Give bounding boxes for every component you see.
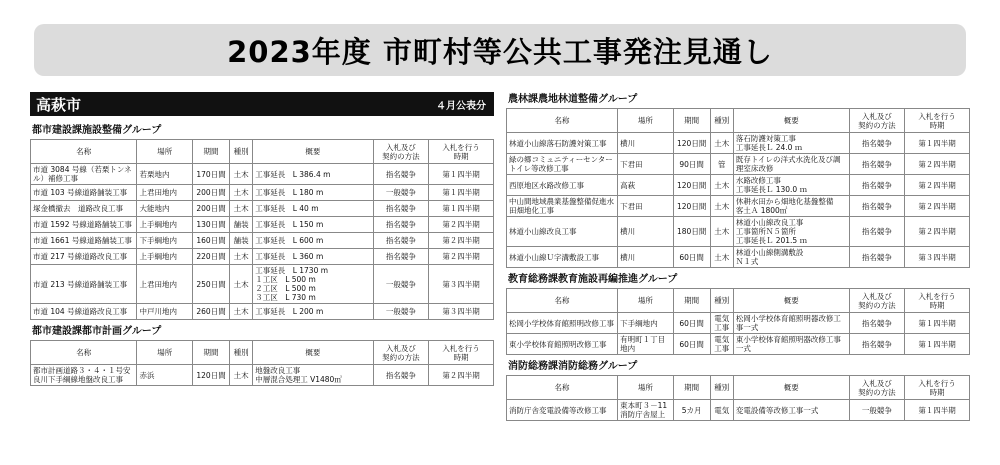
column-header-location: 場所 [137, 341, 193, 365]
cell-name: 市道 103 号線道路舗装工事 [31, 185, 137, 201]
cell-summary: 林道小山線改良工事 工事箇所Ｎ５箇所 工事延長Ｌ 201.5 ｍ [733, 217, 849, 247]
column-header-name: 名称 [507, 109, 618, 133]
column-header-period: 期間 [193, 140, 230, 164]
cell-location: 下君田 [618, 196, 674, 217]
column-header-location: 場所 [618, 109, 674, 133]
cell-type: 土木 [230, 304, 253, 320]
cell-location: 横川 [618, 133, 674, 154]
column-header-location: 場所 [618, 376, 674, 400]
column-header-timing: 入札を行う 時期 [905, 109, 970, 133]
cell-method: 一般競争 [373, 185, 429, 201]
cell-method: 指名競争 [373, 164, 429, 185]
cell-type: 土木 [710, 175, 733, 196]
cell-period: 60日間 [673, 247, 710, 268]
column-header-method: 入札及び 契約の方法 [373, 140, 429, 164]
cell-summary: 工事延長 L 386.4 m [253, 164, 373, 185]
cell-type: 電気工事 [710, 334, 733, 355]
cell-period: 90日間 [673, 154, 710, 175]
column-header-method: 入札及び 契約の方法 [373, 341, 429, 365]
column-header-type: 種別 [710, 289, 733, 313]
cell-type: 土木 [710, 217, 733, 247]
cell-timing: 第２四半期 [905, 154, 970, 175]
cell-name: 市道 213 号線道路舗装工事 [31, 265, 137, 304]
group-title: 消防総務課消防総務グループ [508, 361, 638, 372]
column-header-summary: 概要 [733, 289, 849, 313]
column-header-name: 名称 [31, 140, 137, 164]
cell-timing: 第２四半期 [905, 217, 970, 247]
cell-timing: 第２四半期 [905, 196, 970, 217]
cell-timing: 第２四半期 [905, 175, 970, 196]
table-row [507, 154, 970, 175]
cell-type: 土木 [230, 164, 253, 185]
table-row [31, 249, 494, 265]
cell-timing: 第１四半期 [905, 313, 970, 334]
left-groups [30, 124, 494, 390]
cell-period: 60日間 [673, 334, 710, 355]
column-header-period: 期間 [193, 341, 230, 365]
column-header-method: 入札及び 契約の方法 [849, 376, 905, 400]
table-row [31, 217, 494, 233]
cell-method: 指名競争 [373, 249, 429, 265]
cell-timing: 第１四半期 [429, 164, 494, 185]
table-header-row [31, 341, 494, 365]
column-header-method: 入札及び 契約の方法 [849, 109, 905, 133]
cell-summary: 変電設備等改修工事一式 [733, 400, 849, 421]
column-header-timing: 入札を行う 時期 [429, 140, 494, 164]
group-title: 都市建設課都市計画グループ [32, 326, 162, 337]
cell-period: 60日間 [673, 313, 710, 334]
page-title: 2023年度 市町村等公共工事発注見通し [227, 34, 773, 69]
cell-summary: 休耕水田から畑地化基盤整備 客土Ａ 1800㎡ [733, 196, 849, 217]
cell-method: 指名競争 [849, 247, 905, 268]
cell-type: 土木 [230, 185, 253, 201]
cell-type: 土木 [710, 133, 733, 154]
title-banner [34, 24, 966, 76]
cell-timing: 第２四半期 [429, 217, 494, 233]
cell-method: 一般競争 [849, 400, 905, 421]
cell-summary: 水路改修工事 工事延長Ｌ 130.0 ｍ [733, 175, 849, 196]
cell-location: 若栗地内 [137, 164, 193, 185]
group-title: 都市建設課施設整備グループ [32, 125, 162, 136]
cell-type: 管 [710, 154, 733, 175]
cell-name: 林道小山線落石防護対策工事 [507, 133, 618, 154]
column-header-timing: 入札を行う 時期 [429, 341, 494, 365]
cell-type: 土木 [710, 196, 733, 217]
cell-name: 中山間地域農業基盤整備促進水田畑地化工事 [507, 196, 618, 217]
cell-summary: 林道小山線側溝敷設 Ｎ１式 [733, 247, 849, 268]
cell-summary: 地盤改良工事 中層混合処理工 V1480㎥ [253, 365, 373, 386]
column-header-name: 名称 [507, 376, 618, 400]
column-header-name: 名称 [31, 341, 137, 365]
table-row [507, 334, 970, 355]
table-header-row [507, 109, 970, 133]
cell-name: 市道 217 号線道路改良工事 [31, 249, 137, 265]
table-row [31, 365, 494, 386]
column-header-period: 期間 [673, 109, 710, 133]
column-header-period: 期間 [673, 289, 710, 313]
cell-period: 120日間 [673, 175, 710, 196]
cell-name: 市道 104 号線道路改良工事 [31, 304, 137, 320]
cell-summary: 落石防護対策工事 工事延長Ｌ 24.0 ｍ [733, 133, 849, 154]
cell-name: 林道小山線Ｕ字溝敷設工事 [507, 247, 618, 268]
cell-method: 指名競争 [373, 201, 429, 217]
table-row [507, 175, 970, 196]
cell-timing: 第１四半期 [905, 400, 970, 421]
cell-timing: 第２四半期 [429, 233, 494, 249]
cell-location: 下手綱地内 [137, 233, 193, 249]
cell-method: 指名競争 [849, 334, 905, 355]
table-header-row [507, 376, 970, 400]
column-header-period: 期間 [673, 376, 710, 400]
column-header-method: 入札及び 契約の方法 [849, 289, 905, 313]
cell-summary: 工事延長 L 200 m [253, 304, 373, 320]
cell-location: 大能地内 [137, 201, 193, 217]
table-row [31, 304, 494, 320]
cell-summary: 工事延長 L 180 m [253, 185, 373, 201]
column-header-location: 場所 [618, 289, 674, 313]
cell-name: 塚金橋撤去 道路改良工事 [31, 201, 137, 217]
column-header-summary: 概要 [733, 109, 849, 133]
cell-timing: 第３四半期 [429, 304, 494, 320]
cell-location: 横川 [618, 217, 674, 247]
cell-period: 200日間 [193, 185, 230, 201]
cell-summary: 既存トイレの洋式水洗化及び調理室床改修 [733, 154, 849, 175]
project-table [30, 340, 494, 386]
cell-location: 横川 [618, 247, 674, 268]
cell-type: 土木 [230, 249, 253, 265]
column-header-timing: 入札を行う 時期 [905, 376, 970, 400]
column-header-summary: 概要 [253, 341, 373, 365]
cell-summary: 工事延長 L 360 m [253, 249, 373, 265]
table-header-row [31, 140, 494, 164]
column-header-name: 名称 [507, 289, 618, 313]
cell-timing: 第１四半期 [905, 133, 970, 154]
column-header-summary: 概要 [733, 376, 849, 400]
cell-location: 上手綱地内 [137, 249, 193, 265]
cell-name: 松岡小学校体育館照明改修工事 [507, 313, 618, 334]
column-header-timing: 入札を行う 時期 [905, 289, 970, 313]
cell-timing: 第３四半期 [429, 265, 494, 304]
column-header-summary: 概要 [253, 140, 373, 164]
cell-period: 170日間 [193, 164, 230, 185]
table-row [31, 164, 494, 185]
cell-period: 120日間 [193, 365, 230, 386]
cell-timing: 第３四半期 [905, 247, 970, 268]
cell-name: 林道小山線改良工事 [507, 217, 618, 247]
cell-location: 上君田地内 [137, 265, 193, 304]
cell-location: 下手綱地内 [618, 313, 674, 334]
cell-timing: 第２四半期 [429, 365, 494, 386]
cell-location: 赤浜 [137, 365, 193, 386]
cell-summary: 工事延長 L 600 m [253, 233, 373, 249]
cell-period: 250日間 [193, 265, 230, 304]
cell-location: 下君田 [618, 154, 674, 175]
cell-name: 緑の郷コミュニティーセンタートイレ等改修工事 [507, 154, 618, 175]
cell-name: 市道 1661 号線道路舗装工事 [31, 233, 137, 249]
group-title: 教育総務課教育施設再編推進グループ [508, 274, 678, 285]
group-title: 農林課農地林道整備グループ [508, 94, 638, 105]
cell-period: 130日間 [193, 217, 230, 233]
table-header-row [507, 289, 970, 313]
cell-location: 上手綱地内 [137, 217, 193, 233]
cell-type: 土木 [230, 265, 253, 304]
project-table [506, 288, 970, 355]
cell-name: 都市計画道路３・４・１号安良川下手綱線地盤改良工事 [31, 365, 137, 386]
cell-method: 指名競争 [849, 133, 905, 154]
cell-name: 市道 1592 号線道路舗装工事 [31, 217, 137, 233]
cell-period: 200日間 [193, 201, 230, 217]
cell-type: 舗装 [230, 217, 253, 233]
cell-method: 指名競争 [849, 217, 905, 247]
cell-period: 180日間 [673, 217, 710, 247]
project-table [506, 108, 970, 268]
cell-summary: 工事延長 L 150 m [253, 217, 373, 233]
cell-timing: 第１四半期 [429, 201, 494, 217]
cell-summary: 松岡小学校体育館照明器改修工事一式 [733, 313, 849, 334]
cell-type: 舗装 [230, 233, 253, 249]
cell-location: 東本町３－11 消防庁舎屋上 [618, 400, 674, 421]
cell-method: 指名競争 [849, 196, 905, 217]
table-row [507, 217, 970, 247]
cell-method: 指名競争 [849, 154, 905, 175]
table-row [31, 201, 494, 217]
table-row [507, 400, 970, 421]
table-row [31, 233, 494, 249]
cell-type: 土木 [230, 365, 253, 386]
cell-name: 西原地区水路改修工事 [507, 175, 618, 196]
cell-method: 指名競争 [373, 217, 429, 233]
cell-name: 東小学校体育館照明改修工事 [507, 334, 618, 355]
city-name: 高萩市 [36, 95, 82, 114]
cell-period: 160日間 [193, 233, 230, 249]
table-row [507, 247, 970, 268]
cell-type: 土木 [230, 201, 253, 217]
cell-method: 指名競争 [373, 365, 429, 386]
cell-name: 消防庁舎変電設備等改修工事 [507, 400, 618, 421]
left-column [30, 92, 494, 390]
cell-period: 120日間 [673, 196, 710, 217]
cell-summary: 工事延長 L 40 m [253, 201, 373, 217]
cell-period: 120日間 [673, 133, 710, 154]
column-header-type: 種別 [710, 109, 733, 133]
cell-type: 電気工事 [710, 313, 733, 334]
cell-period: 260日間 [193, 304, 230, 320]
cell-name: 市道 3084 号線（若栗トンネル）補修工事 [31, 164, 137, 185]
cell-timing: 第１四半期 [429, 185, 494, 201]
cell-method: 一般競争 [373, 304, 429, 320]
table-row [507, 196, 970, 217]
cell-location: 有明町１丁目地内 [618, 334, 674, 355]
cell-type: 電気 [710, 400, 733, 421]
column-header-location: 場所 [137, 140, 193, 164]
cell-summary: 東小学校体育館照明器改修工事 一式 [733, 334, 849, 355]
cell-summary: 工事延長 L 1730 m １工区 L 500 m ２工区 L 500 m ３工区 L 730 m [253, 265, 373, 304]
cell-timing: 第２四半期 [429, 249, 494, 265]
cell-method: 指名競争 [849, 313, 905, 334]
city-header [30, 92, 494, 116]
project-table [506, 375, 970, 421]
table-row [31, 185, 494, 201]
cell-period: 220日間 [193, 249, 230, 265]
cell-method: 指名競争 [849, 175, 905, 196]
table-row [507, 313, 970, 334]
cell-type: 土木 [710, 247, 733, 268]
cell-method: 一般競争 [373, 265, 429, 304]
project-table [30, 139, 494, 320]
cell-location: 上君田地内 [137, 185, 193, 201]
table-row [507, 133, 970, 154]
column-header-type: 種別 [710, 376, 733, 400]
cell-period: 5カ月 [673, 400, 710, 421]
column-header-type: 種別 [230, 140, 253, 164]
publication-note: ４月公表分 [436, 100, 486, 112]
cell-timing: 第１四半期 [905, 334, 970, 355]
right-groups [506, 93, 970, 425]
cell-method: 指名競争 [373, 233, 429, 249]
table-row [31, 265, 494, 304]
cell-location: 高萩 [618, 175, 674, 196]
column-header-type: 種別 [230, 341, 253, 365]
cell-location: 中戸川地内 [137, 304, 193, 320]
right-column [506, 92, 970, 425]
